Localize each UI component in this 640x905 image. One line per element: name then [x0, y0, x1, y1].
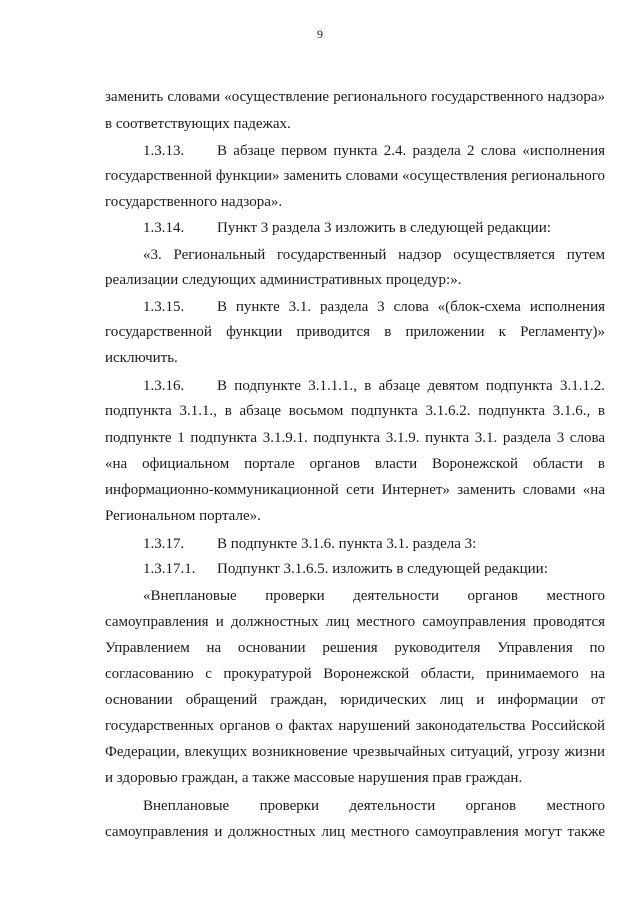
text-line: Пункт 3 раздела 3 изложить в следующей редакции:: [217, 220, 551, 236]
text-line: подпункта 3.1.1., в абзаце восьмом подпункта 3.1.6.2. подпункта 3.1.6., в: [105, 403, 605, 419]
text-line: «на официальном портале органов власти Воронежской области в: [105, 456, 605, 472]
text-line: реализации следующих административных процедур:».: [105, 272, 462, 288]
text-line: «Внеплановые проверки деятельности органов местного: [143, 588, 605, 604]
text-line: согласованию с прокуратурой Воронежской области, принимаемого на: [105, 666, 605, 682]
text-line: самоуправления и должностных лиц местного самоуправления проводятся: [105, 614, 605, 630]
text-line: подпункте 1 подпункта 3.1.9.1. подпункта 3.1.9. пункта 3.1. раздела 3 слова: [105, 430, 605, 446]
text-line: государственного надзора».: [105, 194, 283, 210]
text-line: Федерации, влекущих возникновение чрезвычайных ситуаций, угрозу жизни: [105, 744, 605, 760]
text-line: В подпункте 3.1.6. пункта 3.1. раздела 3:: [217, 536, 477, 552]
item-number: 1.3.17.: [143, 536, 185, 552]
text-line: В пункте 3.1. раздела 3 слова «(блок-схема исполнения: [217, 299, 605, 315]
text-line: основании обращений граждан, юридических лиц и информации от: [105, 692, 605, 708]
text-line: Управлением на основании решения руководителя Управления по: [105, 640, 605, 656]
text-line: Подпункт 3.1.6.5. изложить в следующей редакции:: [217, 561, 548, 577]
text-line: в соответствующих падежах.: [105, 116, 291, 132]
text-line: государственных органов о фактах нарушений законодательства Российской: [105, 718, 605, 734]
text-line: Внеплановые проверки деятельности органов местного: [143, 798, 605, 814]
item-number: 1.3.17.1.: [143, 561, 196, 577]
text-line: и здоровью граждан, а также массовые нарушения прав граждан.: [105, 770, 523, 786]
text-line: исключить.: [105, 350, 178, 366]
item-number: 1.3.15.: [143, 299, 185, 315]
text-line: государственной функции» заменить словами «осуществления регионального: [105, 168, 605, 184]
text-line: «3. Региональный государственный надзор осуществляется путем: [143, 247, 605, 263]
item-number: 1.3.13.: [143, 143, 185, 159]
text-line: В абзаце первом пункта 2.4. раздела 2 слова «исполнения: [217, 143, 605, 159]
item-number: 1.3.16.: [143, 378, 185, 394]
text-line: заменить словами «осуществление регионального государственного надзора»: [105, 89, 605, 105]
text-line: Региональном портале».: [105, 508, 261, 524]
text-line: В подпункте 3.1.1.1., в абзаце девятом подпункта 3.1.1.2.: [217, 378, 605, 394]
page-number: 9: [317, 27, 323, 41]
text-line: государственной функции приводится в приложении к Регламенту)»: [105, 324, 605, 340]
text-line: информационно-коммуникационной сети Интернет» заменить словами «на: [105, 482, 605, 498]
text-line: самоуправления и должностных лиц местного самоуправления могут также: [105, 824, 605, 840]
item-number: 1.3.14.: [143, 220, 185, 236]
